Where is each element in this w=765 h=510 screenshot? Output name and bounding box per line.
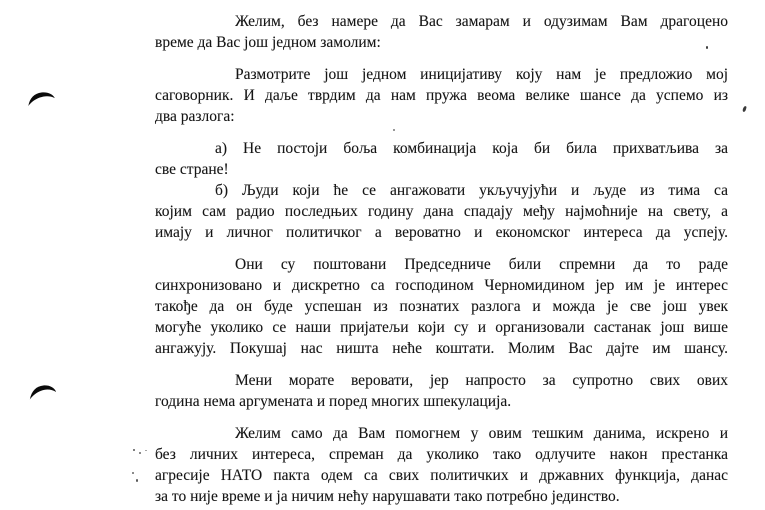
text-line: агресије НАТО пакта одем са свих политичких и државних функција, данас <box>155 467 728 484</box>
paragraph-2 <box>155 64 728 127</box>
text-line: којим сам радио последњих годину дана спадају међу најмоћније на свету, а <box>155 203 728 220</box>
text-line: синхронизовано и дискретно са господином Черномидином јер им је интерес <box>155 277 728 294</box>
text-line: без личних интереса, спреман да уколико тако одлучите након престанка <box>155 446 728 463</box>
scan-crescent-mark-bottom <box>29 384 59 407</box>
scan-speck <box>136 479 138 482</box>
scan-speck <box>132 472 134 474</box>
scan-speck <box>133 449 135 451</box>
text-line: ангажују. Покушај нас ништа неће коштати. Молим Вас дајте им шансу. <box>155 340 728 357</box>
letter-body <box>155 11 728 507</box>
scan-speck <box>139 452 141 454</box>
text-line: година нема аргумената и поред многих шпекулација. <box>155 393 512 410</box>
text-line: б) Људи који ће се ангажовати укључујући и људе из тима са <box>215 182 728 199</box>
text-line: два разлога: <box>155 108 235 125</box>
scan-crescent-mark-top <box>26 90 57 112</box>
text-line: време да Вас још једном замолим: <box>155 34 381 51</box>
text-line: Желим само да Вам помогнем у овим тешким данима, искрено и <box>235 425 728 442</box>
text-line: све стране! <box>155 161 229 178</box>
paragraph-6 <box>155 370 728 412</box>
text-line: Они су поштовани Председниче били спремни да то раде <box>235 256 728 273</box>
paragraph-1 <box>155 11 728 53</box>
paragraph-4 <box>155 180 728 243</box>
scan-speck <box>742 106 747 113</box>
paragraph-3 <box>155 138 728 180</box>
text-line: Желим, без намере да Вас замарам и одузимам Вам драгоцено <box>235 13 728 30</box>
text-line: такође да он буде успешан из познатих разлога и можда је све још увек <box>155 298 728 315</box>
text-line: могуће уколико се наши пријатељи који су и организовали састанак још више <box>155 319 728 336</box>
text-line: Мени морате веровати, јер напросто за супротно свих ових <box>235 372 728 389</box>
text-line: за то није време и ја ничим нећу нарушавати тако потребно јединство. <box>155 488 620 505</box>
text-line: саговорник. И даље тврдим да нам пружа веома велике шансе да успемо из <box>155 87 728 104</box>
text-line: имају и личног политичког а вероватно и економског интереса да успеју. <box>155 224 728 241</box>
paragraph-7 <box>155 423 728 507</box>
text-line: а) Не постоји боља комбинација која би била прихватљива за <box>215 140 728 157</box>
text-line: Размотрите још једном иницијативу коју нам је предложио мој <box>235 66 728 83</box>
paragraph-5 <box>155 254 728 359</box>
scan-speck <box>145 450 147 451</box>
